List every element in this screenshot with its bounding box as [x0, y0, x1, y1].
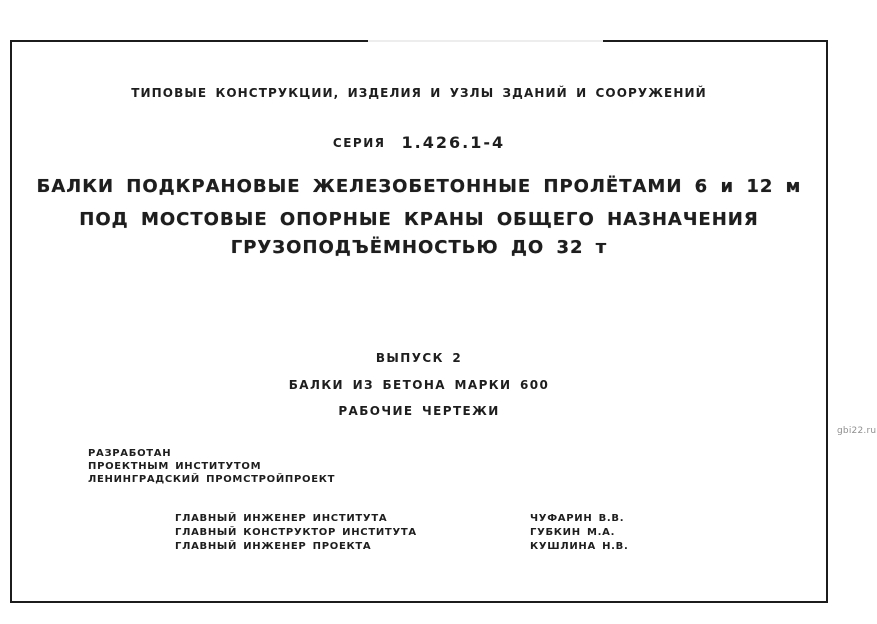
developer-line-3: ЛЕНИНГРАДСКИЙ ПРОМСТРОЙПРОЕКТ: [88, 474, 336, 485]
series-line: [10, 133, 828, 152]
signature-role: ГЛАВНЫЙ ИНЖЕНЕР ПРОЕКТА: [175, 541, 372, 552]
signature-row: [175, 541, 675, 555]
site-watermark: gbi22.ru: [837, 426, 877, 436]
title-line-2: ПОД МОСТОВЫЕ ОПОРНЫЕ КРАНЫ ОБЩЕГО НАЗНАЧЕНИЯ: [79, 209, 759, 230]
issue-subject-line: БАЛКИ ИЗ БЕТОНА МАРКИ 600: [288, 378, 550, 392]
developer-line-1: РАЗРАБОТАН: [88, 448, 172, 459]
signature-name: КУШЛИНА Н.В.: [530, 541, 629, 552]
series-number: 1.426.1-4: [401, 133, 506, 152]
signature-role: ГЛАВНЫЙ ИНЖЕНЕР ИНСТИТУТА: [175, 513, 388, 524]
border-fade-artifact: [368, 38, 603, 44]
issue-number-line: ВЫПУСК 2: [375, 351, 463, 365]
signature-role: ГЛАВНЫЙ КОНСТРУКТОР ИНСТИТУТА: [175, 527, 417, 538]
signatures-block: [175, 513, 675, 555]
signature-row: [175, 527, 675, 541]
signature-name: ЧУФАРИН В.В.: [530, 513, 625, 524]
signature-name: ГУБКИН М.А.: [530, 527, 616, 538]
signature-row: [175, 513, 675, 527]
document-category-line: ТИПОВЫЕ КОНСТРУКЦИИ, ИЗДЕЛИЯ И УЗЛЫ ЗДАНИЙ И СООРУЖЕНИЙ: [131, 86, 707, 100]
developer-block: [88, 447, 335, 486]
title-line-3: ГРУЗОПОДЪЁМНОСТЬЮ ДО 32 т: [230, 237, 608, 258]
title-line-1: БАЛКИ ПОДКРАНОВЫЕ ЖЕЛЕЗОБЕТОННЫЕ ПРОЛЁТАМИ 6 и 12 м: [36, 176, 802, 197]
developer-line-2: ПРОЕКТНЫМ ИНСТИТУТОМ: [88, 461, 262, 472]
series-label: СЕРИЯ: [332, 136, 386, 150]
working-drawings-line: РАБОЧИЕ ЧЕРТЕЖИ: [338, 404, 500, 418]
